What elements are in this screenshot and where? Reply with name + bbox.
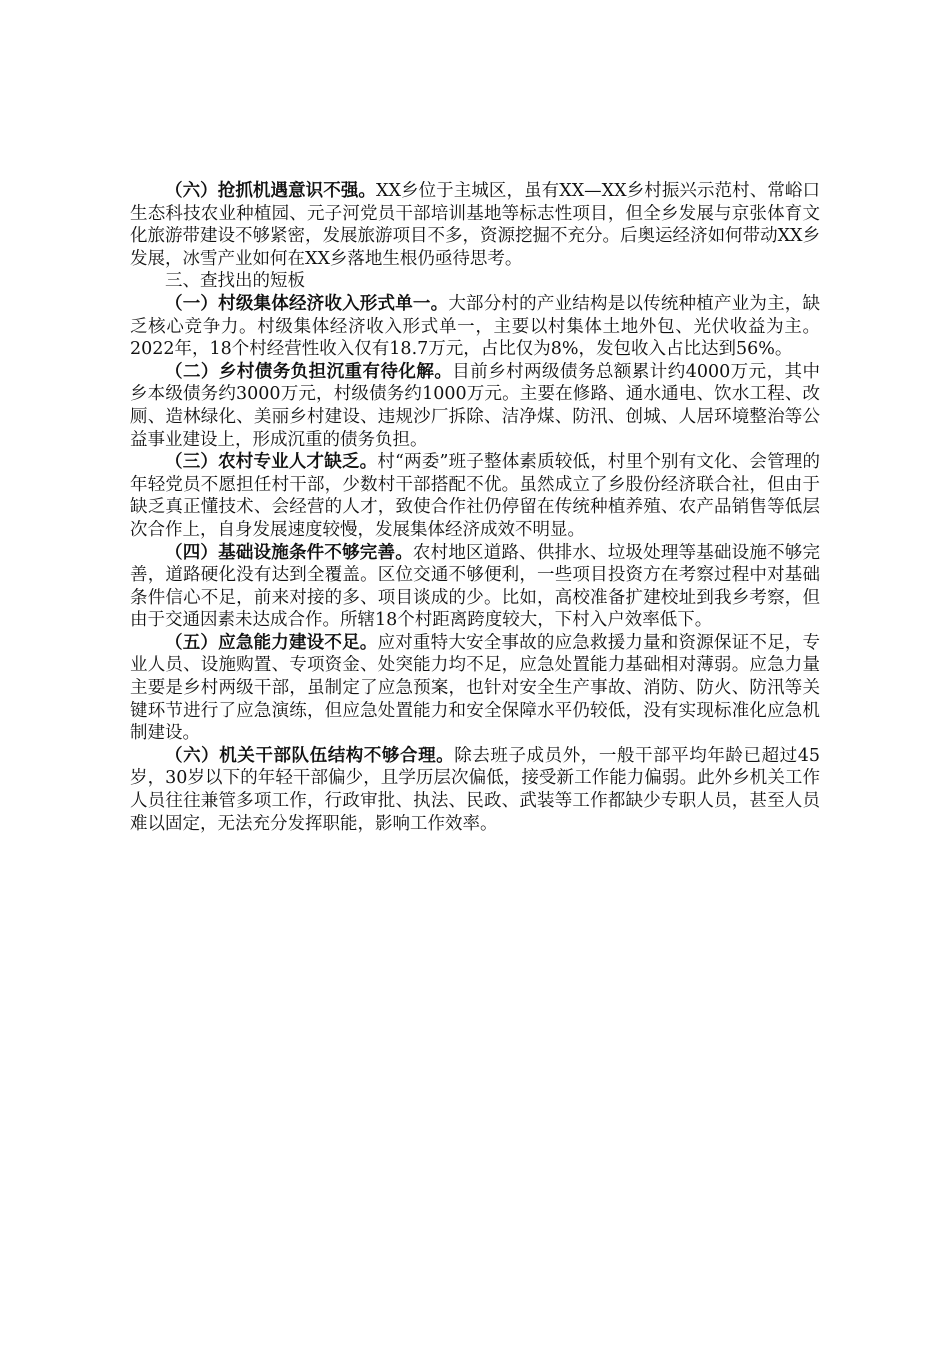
section-title: 三、查找出的短板	[165, 271, 305, 292]
paragraph-staff-structure	[130, 745, 820, 835]
paragraph-text: 大部分村的产业结构是以传统种植产业为主，缺乏核心竞争力。村级集体经济收入形式单一，主要以村集体土地外包、光伏收益为主。2022年，18个村经营性收入仅有18.7万元，占比仅为8%，发包收入占比达到56%。	[130, 293, 821, 360]
section-title-shortcomings	[130, 270, 820, 293]
paragraph-heading: （六）抢抓机遇意识不强。	[165, 181, 376, 201]
paragraph-collective-income	[130, 293, 820, 361]
paragraph-debt-burden	[130, 361, 820, 451]
paragraph-heading: （三）农村专业人才缺乏。	[165, 452, 378, 473]
paragraph-text: XX乡位于主城区，虽有XX—XX乡村振兴示范村、常峪口生态科技农业种植园、元子河党员干部培训基地等标志性项目，但全乡发展与京张体育文化旅游带建设不够紧密，发展旅游项目不多，资源挖掘不充分。后奥运经济如何带动XX乡发展，冰雪产业如何在XX乡落地生根仍亟待思考。	[130, 181, 820, 269]
paragraph-talent-shortage	[130, 451, 820, 541]
paragraph-heading: （二）乡村债务负担沉重有待化解。	[165, 361, 453, 382]
paragraph-emergency-capacity	[130, 632, 820, 745]
paragraph-heading: （六）机关干部队伍结构不够合理。	[165, 745, 455, 766]
document-body	[130, 180, 820, 835]
paragraph-heading: （五）应急能力建设不足。	[165, 632, 378, 653]
paragraph-heading: （四）基础设施条件不够完善。	[165, 542, 413, 563]
paragraph-text: 农村地区道路、供排水、垃圾处理等基础设施不够完善，道路硬化没有达到全覆盖。区位交通不够便利，一些项目投资方在考察过程中对基础条件信心不足，前来对接的多、项目谈成的少。比如，高校准备扩建校址到我乡考察，但由于交通因素未达成合作。所辖18个村距离跨度较大，下村入户效率低下。	[130, 542, 821, 631]
paragraph-infrastructure	[130, 542, 820, 632]
paragraph-heading: （一）村级集体经济收入形式单一。	[165, 293, 449, 314]
paragraph-text: 目前乡村两级债务总额累计约4000万元，其中乡本级债务约3000万元，村级债务约1000万元。主要在修路、通水通电、饮水工程、改厕、造林绿化、美丽乡村建设、违规沙厂拆除、洁净煤、防汛、创城、人居环境整治等公益事业建设上，形成沉重的债务负担。	[130, 361, 820, 450]
paragraph-text: 应对重特大安全事故的应急救援力量和资源保证不足，专业人员、设施购置、专项资金、处突能力均不足，应急处置能力基础相对薄弱。应急力量主要是乡村两级干部，虽制定了应急预案，也针对安全生产事故、消防、防火、防汛等关键环节进行了应急演练，但应急处置能力和安全保障水平仍较低，没有实现标准化应急机制建设。	[130, 632, 820, 744]
paragraph-text: 村“两委”班子整体素质较低，村里个别有文化、会管理的年轻党员不愿担任村干部，少数村干部搭配不优。虽然成立了乡股份经济联合社，但由于缺乏真正懂技术、会经营的人才，致使合作社仍停留在传统种植养殖、农产品销售等低层次合作上，自身发展速度较慢，发展集体经济成效不明显。	[130, 452, 820, 540]
paragraph-text: 除去班子成员外，一般干部平均年龄已超过45岁，30岁以下的年轻干部偏少，且学历层次偏低，接受新工作能力偏弱。此外乡机关工作人员往往兼管多项工作，行政审批、执法、民政、武装等工作都缺少专职人员，甚至人员难以固定，无法充分发挥职能，影响工作效率。	[130, 745, 820, 834]
paragraph-opportunity-awareness	[130, 180, 820, 270]
